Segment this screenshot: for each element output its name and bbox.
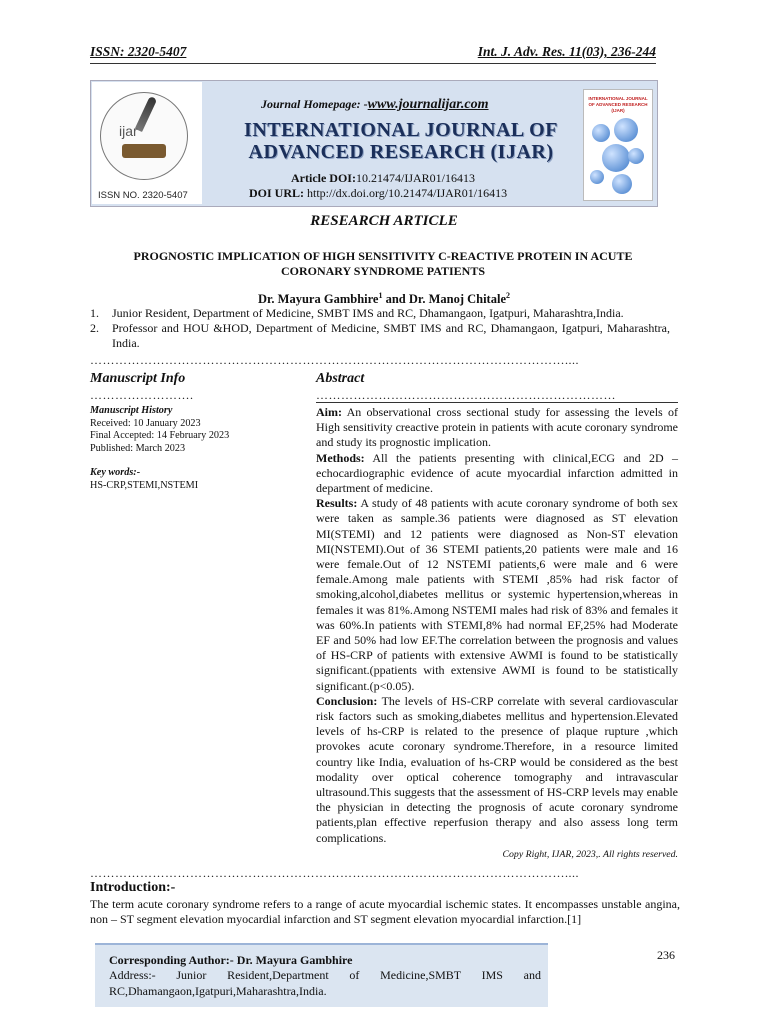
paper-title: PROGNOSTIC IMPLICATION OF HIGH SENSITIVITY C-REACTIVE PROTEIN IN ACUTE CORONARY SYNDROME PATIENTS [133,249,633,278]
affiliation-number: 2. [90,321,99,335]
abstract-aim [316,405,678,451]
author-join: and [382,292,409,307]
keywords-heading: Key words:- [90,467,141,479]
molecule-icon [628,148,644,164]
affiliation-2 [90,321,670,351]
author-2-sup: 2 [506,291,510,300]
author-1-sup: 1 [378,291,383,300]
molecule-icon [612,174,632,194]
article-doi [291,171,475,186]
abstract-methods [316,451,678,497]
abstract-conclusion [316,694,678,846]
journal-logo [92,82,202,204]
abstract-heading: Abstract [316,371,365,386]
methods-text: All the patients presenting with clinical,ECG and 2D – echocardiographic evidence of acute myocardial infarction admitted in department of medicine. [316,450,678,496]
journal-cover-image [583,89,653,201]
results-text: A study of 48 patients with acute coronary syndrome of both sex were taken as sample.36 patients were diagnosed as ST elevation MI(STEMI) and 12 patients were diagnosed as Non-ST elevation MI(NSTEMI).Out of 36 STEMI patients,20 patients were male and 16 were female.Out of 12 NSTEMI patients,6 were male and 6 were female.Among male patients with STEMI ,85% had risk factor of smoking,alcohol,diabetes mellitus or systemic hypertension,whereas in females it was 81%.Among NSTEMI males had risk of 83% and females it was 60%.In patients with STEMI,8% had normal EF,25% had Moderate EF and 50% had low EF.The correlation between the prognosis and values of HS-CRP of patients with extensive AWMI is found to be statistically significant.(ppatients with extensive AWMI is found to be statistically significant.(p<0.05). [316,496,678,693]
separator-dots: ……………………………………………………………… [316,388,616,402]
journal-banner [90,80,658,207]
methods-label: Methods: [316,450,365,465]
received-date: Received: 10 January 2023 [90,417,201,429]
separator-dots: …………………………………………………………………………………………………….... [90,353,579,367]
molecule-icon [592,124,610,142]
accepted-date: Final Accepted: 14 February 2023 [90,430,230,442]
published-date: Published: March 2023 [90,442,186,454]
aim-label: Aim: [316,405,342,419]
separator-dots: …………………………………………………………………………………………………….... [90,866,579,880]
spacer [90,455,290,467]
logo-text: ijar [119,123,138,139]
homepage-label: Journal Homepage: - [261,97,368,111]
article-type: RESEARCH ARTICLE [310,213,458,229]
conclusion-text: The levels of HS-CRP correlate with several cardiovascular risk factors such as smoking,diabetes mellitus and hypertension.Elevated levels of hs-CRP is related to the presence of plaque rupture ,which provokes acute coronary syndrome.Therefore, in a resource limited country like India, evaluation of hs-CRP would be considered as the best modality over optical coherence tomography and intravascular ultrasound.This suggests that the assessment of HS-CRP levels may enable the physician in detecting the prognosis of acute coronary syndrome patients,plan effective reperfusion therapy and also assess long term complications. [316,693,678,845]
journal-title: INTERNATIONAL JOURNAL OF ADVANCED RESEARCH (IJAR) [244,119,558,163]
affiliation-text: Professor and HOU &HOD, Department of Medicine, SMBT IMS and RC, Dhamangaon, Igatpuri, Maharashtra, India. [112,321,670,350]
aim-text: An observational cross sectional study for assessing the levels of High sensitivity creactive protein in patients with acute coronary syndrome and study its prognostic implication. [316,405,678,450]
homepage-link[interactable]: www.journalijar.com [367,97,489,112]
separator-dots: ……………………. [90,388,194,402]
affiliation-1 [90,306,670,321]
results-label: Results: [316,496,358,511]
abstract-rule [316,402,678,403]
cover-title: INTERNATIONAL JOURNAL OF ADVANCED RESEARCH (IJAR) [588,96,648,113]
molecule-icon [614,118,638,142]
logo-circle [100,92,188,180]
doi-url-value[interactable]: http://dx.doi.org/10.21474/IJAR01/16413 [307,186,508,200]
page-number: 236 [657,948,675,962]
issn-header: ISSN: 2320-5407 [90,44,187,59]
molecule-icon [590,170,604,184]
author-1: Dr. Mayura Gambhire [258,292,379,307]
abstract-results [316,496,678,694]
introduction-heading: Introduction:- [90,880,176,895]
citation-header: Int. J. Adv. Res. 11(03), 236-244 [477,44,656,59]
copyright: Copy Right, IJAR, 2023,. All rights reserved. [502,849,678,860]
manuscript-info [90,405,290,493]
affiliation-text: Junior Resident, Department of Medicine, SMBT IMS and RC, Dhamangaon, Igatpuri, Maharashtra,India. [112,306,624,320]
corresponding-address-line1: Address:- Junior Resident,Department of Medicine,SMBT IMS and [109,968,541,982]
author-line [0,291,768,307]
corresponding-address-line2: RC,Dhamangaon,Igatpuri,Maharashtra,India. [109,984,327,998]
corresponding-author-box [95,943,548,1007]
journal-homepage [261,97,489,113]
affiliation-number: 1. [90,306,99,320]
introduction-text: The term acute coronary syndrome refers to a range of acute myocardial ischemic states. It encompasses unstable angina, non – ST segment elevation myocardial infarction and ST segment elevation myocardial infarction.[1] [90,897,680,926]
author-2: Dr. Manoj Chitale [408,292,506,307]
corresponding-author-heading: Corresponding Author:- Dr. Mayura Gambhire [109,953,353,967]
book-icon [122,144,166,158]
abstract-body [316,405,678,846]
header-rule [90,63,656,64]
doi-url-label: DOI URL: [249,186,305,200]
article-doi-value: 10.21474/IJAR01/16413 [355,171,475,185]
manuscript-info-heading: Manuscript Info [90,371,186,386]
manuscript-history-heading: Manuscript History [90,405,173,416]
logo-issn: ISSN NO. 2320-5407 [98,190,188,201]
affiliations [90,306,670,351]
article-doi-label: Article DOI: [291,171,356,185]
doi-url [249,186,507,201]
keywords: HS-CRP,STEMI,NSTEMI [90,479,199,491]
molecule-icon [602,144,630,172]
conclusion-label: Conclusion: [316,693,378,708]
